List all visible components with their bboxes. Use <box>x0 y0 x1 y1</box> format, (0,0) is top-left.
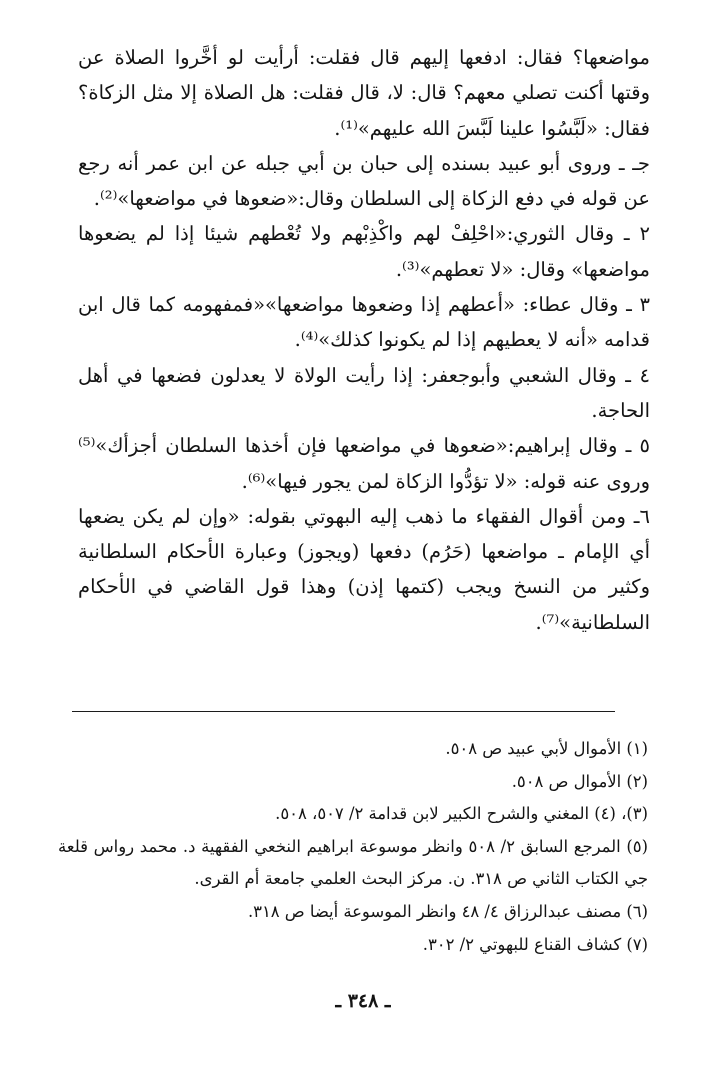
footnote: (١) الأموال لأبي عبيد ص ٥٠٨. <box>445 739 648 758</box>
paragraph: ٣ ـ وقال عطاء: «أعطهم إذا وضعوها مواضعها»«فمفهومه كما قال ابن قدامه «أنه لا يعطيهم إذا لم يكونوا كذلك»⁽⁴⁾. <box>78 293 650 352</box>
paragraph: ٥ ـ وقال إبراهيم:«ضعوها في مواضعها فإن أخذها السلطان أجزأك»⁽⁵⁾ وروى عنه قوله: «لا تؤدُّوا الزكاة لمن يجور فيها»⁽⁶⁾. <box>78 434 650 493</box>
footnote-divider <box>72 711 615 712</box>
paragraph: ٤ ـ وقال الشعبي وأبوجعفر: إذا رأيت الولاة لا يعدلون فضعها في أهل الحاجة. <box>78 363 650 422</box>
page-number: ـ ٣٤٨ ـ <box>335 990 391 1012</box>
footnote: (٥) المرجع السابق ٢/ ٥٠٨ وانظر موسوعة ابراهيم النخعي الفقهية د. محمد رواس قلعة جي الكتاب الثاني ص ٣١٨. ن. مركز البحث العلمي جامعة أم القرى. <box>58 836 649 889</box>
paragraph: جـ ـ وروى أبو عبيد بسنده إلى حبان بن أبي جبله عن ابن عمر أنه رجع عن قوله في دفع الزكاة إلى السلطان وقال:«ضعوها في مواضعها»⁽²⁾. <box>78 151 650 211</box>
paragraph: ٦ـ ومن أقوال الفقهاء ما ذهب إليه البهوتي بقوله: «وإن لم يكن يضعها أي الإمام ـ مواضعها (حَرُم) دفعها (ويجوز) وعبارة الأحكام السلطانية وكثير من النسخ ويجب (كتمها إذن) وهذا قول القاضي في الأحكام السلطانية»⁽⁷⁾. <box>78 504 650 634</box>
footnote: (٧) كشاف القناع للبهوتي ٢/ ٣٠٢. <box>422 934 648 954</box>
footnotes <box>58 733 648 961</box>
footnote: (٣)، (٤) المغني والشرح الكبير لابن قدامة ٢/ ٥٠٧، ٥٠٨. <box>275 804 648 824</box>
footnote: (٦) مصنف عبدالرزاق ٤/ ٤٨ وانظر الموسوعة أيضا ص ٣١٨. <box>247 901 648 921</box>
paragraph: مواضعها؟ فقال: ادفعها إليهم قال فقلت: أرأيت لو أخَّروا الصلاة عن وقتها أكنت تصلي معهم؟ قال: لا، قال فقلت: هل الصلاة إلا مثل الزكاة؟ فقال: «لَبَّسُوا علينا لَبَّسَ الله عليهم»⁽¹⁾. <box>78 46 650 140</box>
footnote: (٢) الأموال ص ٥٠٨. <box>511 771 648 791</box>
paragraph: ٢ ـ وقال الثوري:«احْلِفْ لهم واكْذِبْهم ولا تُعْطهم شيئا إذا لم يضعوها مواضعها» وقال: «لا تعطهم»⁽³⁾. <box>78 222 650 281</box>
main-text <box>78 40 650 640</box>
